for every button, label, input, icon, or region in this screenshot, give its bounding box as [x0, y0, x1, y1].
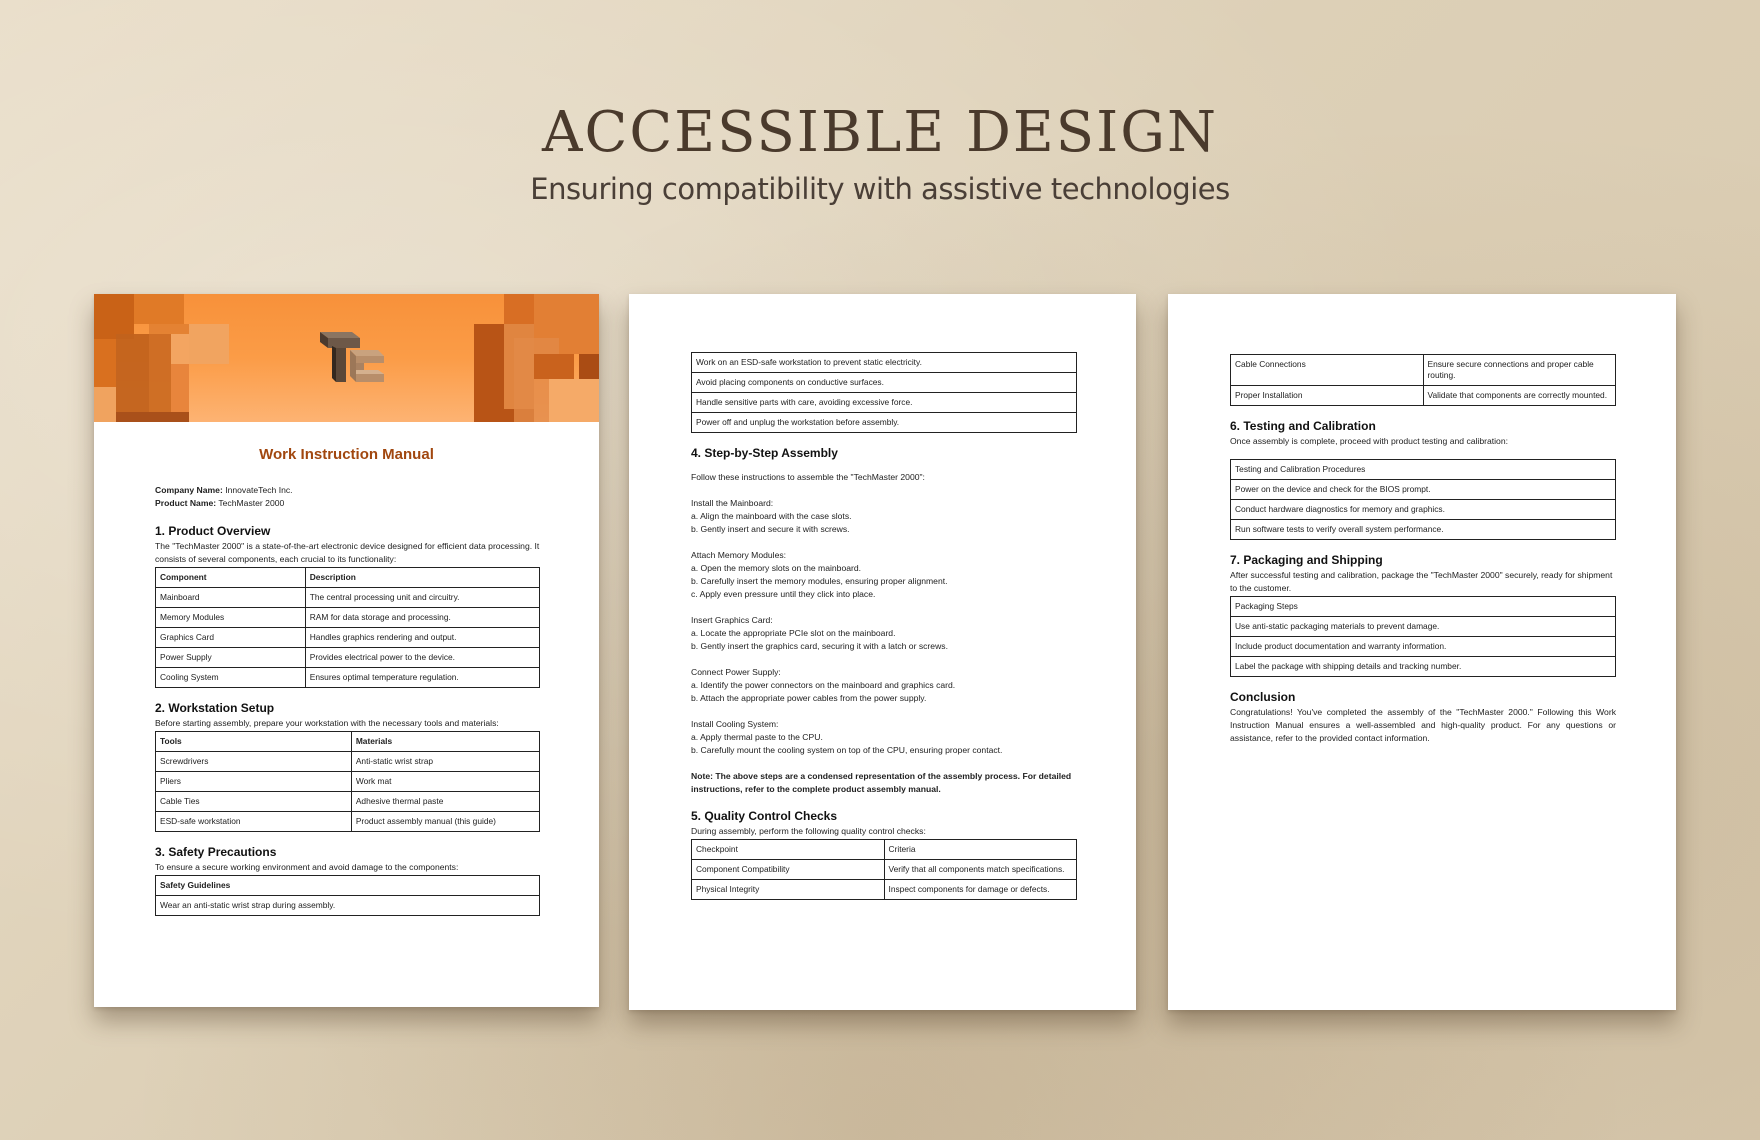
table-cell: Verify that all components match specifications. [884, 860, 1077, 880]
table-cell: Proper Installation [1231, 386, 1424, 406]
table-row [692, 353, 1077, 373]
section-intro: Before starting assembly, prepare your workstation with the necessary tools and materials: [155, 718, 499, 728]
step-line: b. Attach the appropriate power cables from the power supply. [691, 693, 927, 703]
table-row [692, 880, 1077, 900]
table-cell: Handles graphics rendering and output. [305, 628, 539, 648]
section-heading-safety-precautions: 3. Safety Precautions [155, 845, 277, 859]
section-intro: After successful testing and calibration, package the "TechMaster 2000" securely, ready for shipment to the customer. [1230, 570, 1613, 593]
document-page-2 [629, 294, 1136, 1010]
table-row [692, 413, 1077, 433]
table-cell: Use anti-static packaging materials to prevent damage. [1231, 617, 1616, 637]
table-cell: Graphics Card [156, 628, 306, 648]
table-cell: Power Supply [156, 648, 306, 668]
table-cell: Conduct hardware diagnostics for memory and graphics. [1231, 500, 1616, 520]
company-label: Company Name: [155, 485, 223, 495]
table-cell: Screwdrivers [156, 752, 352, 772]
step-line: b. Gently insert and secure it with screws. [691, 524, 850, 534]
table-row [1231, 597, 1616, 617]
table-header-cell: Component [156, 568, 306, 588]
table-cell: Label the package with shipping details and tracking number. [1231, 657, 1616, 677]
product-value: TechMaster 2000 [218, 498, 285, 508]
table-row [156, 588, 540, 608]
table-header-cell: Tools [156, 732, 352, 752]
safety-guidelines-table-continued [691, 352, 1077, 433]
table-cell: Cooling System [156, 668, 306, 688]
table-cell: Memory Modules [156, 608, 306, 628]
table-row [156, 608, 540, 628]
document-page-3 [1168, 294, 1676, 1010]
components-table [155, 567, 540, 688]
table-cell: Avoid placing components on conductive surfaces. [692, 373, 1077, 393]
step-line: b. Carefully mount the cooling system on top of the CPU, ensuring proper contact. [691, 745, 1003, 755]
quality-control-table [691, 839, 1077, 900]
table-row [1231, 500, 1616, 520]
table-row [1231, 460, 1616, 480]
table-header-row [156, 568, 540, 588]
table-cell: Include product documentation and warranty information. [1231, 637, 1616, 657]
header-banner [94, 294, 599, 422]
table-row [156, 628, 540, 648]
hero-title: ACCESSIBLE DESIGN [542, 100, 1218, 165]
step-intro: Follow these instructions to assemble the "TechMaster 2000": [691, 472, 925, 482]
table-header-row [156, 876, 540, 896]
table-header-cell: Description [305, 568, 539, 588]
document-title: Work Instruction Manual [259, 446, 434, 463]
table-cell: Ensures optimal temperature regulation. [305, 668, 539, 688]
section-heading-product-overview: 1. Product Overview [155, 524, 271, 538]
step-line: c. Apply even pressure until they click into place. [691, 589, 876, 599]
step-block [691, 614, 1077, 653]
document-page-1 [94, 294, 599, 1007]
table-cell: Mainboard [156, 588, 306, 608]
table-row [156, 772, 540, 792]
step-line: a. Apply thermal paste to the CPU. [691, 732, 823, 742]
quality-control-table-continued [1230, 354, 1616, 406]
table-cell: Inspect components for damage or defects. [884, 880, 1077, 900]
table-row [156, 752, 540, 772]
table-row [1231, 617, 1616, 637]
table-cell: Power off and unplug the workstation before assembly. [692, 413, 1077, 433]
table-header-row [156, 732, 540, 752]
table-cell: Anti-static wrist strap [351, 752, 539, 772]
table-row [156, 792, 540, 812]
company-value: InnovateTech Inc. [225, 485, 293, 495]
section-intro: The "TechMaster 2000" is a state-of-the-art electronic device designed for efficient data processing. It consists of several components, each crucial to its functionality: [155, 541, 540, 564]
section-heading-workstation-setup: 2. Workstation Setup [155, 701, 275, 715]
table-header-cell: Safety Guidelines [156, 876, 540, 896]
packaging-table [1230, 596, 1616, 677]
section-intro: During assembly, perform the following quality control checks: [691, 826, 926, 836]
step-line: a. Open the memory slots on the mainboard. [691, 563, 862, 573]
section-intro: To ensure a secure working environment and avoid damage to the components: [155, 862, 459, 872]
table-cell: Cable Connections [1231, 355, 1424, 386]
section-intro: Once assembly is complete, proceed with product testing and calibration: [1230, 436, 1509, 446]
step-line: a. Locate the appropriate PCIe slot on the mainboard. [691, 628, 896, 638]
table-cell: Adhesive thermal paste [351, 792, 539, 812]
table-row [1231, 480, 1616, 500]
table-cell: The central processing unit and circuitry. [305, 588, 539, 608]
table-row [156, 896, 540, 916]
section-heading-step-by-step: 4. Step-by-Step Assembly [691, 446, 838, 460]
table-row [1231, 657, 1616, 677]
section-heading-testing: 6. Testing and Calibration [1230, 419, 1376, 433]
safety-guidelines-table [155, 875, 540, 916]
table-row [1231, 637, 1616, 657]
table-cell: Work mat [351, 772, 539, 792]
table-row [1231, 386, 1616, 406]
step-block [691, 549, 1077, 601]
step-title: Insert Graphics Card: [691, 615, 773, 625]
step-block [691, 666, 1077, 705]
table-cell: Component Compatibility [692, 860, 885, 880]
table-cell: Handle sensitive parts with care, avoiding excessive force. [692, 393, 1077, 413]
table-header-cell: Materials [351, 732, 539, 752]
company-logo [312, 326, 386, 390]
table-cell: Physical Integrity [692, 880, 885, 900]
table-cell: Checkpoint [692, 840, 885, 860]
hero-subtitle: Ensuring compatibility with assistive technologies [530, 172, 1230, 206]
step-block [691, 718, 1077, 757]
table-row [1231, 520, 1616, 540]
table-cell: Pliers [156, 772, 352, 792]
assembly-steps [691, 471, 1077, 796]
step-title: Install the Mainboard: [691, 498, 774, 508]
section-heading-conclusion: Conclusion [1230, 690, 1296, 704]
table-cell: Work on an ESD-safe workstation to prevent static electricity. [692, 353, 1077, 373]
table-cell: Validate that components are correctly mounted. [1423, 386, 1616, 406]
product-name-line [155, 497, 540, 510]
page-2-content [691, 352, 1077, 900]
step-line: b. Gently insert the graphics card, securing it with a latch or screws. [691, 641, 948, 651]
step-title: Connect Power Supply: [691, 667, 781, 677]
table-row [156, 668, 540, 688]
product-label: Product Name: [155, 498, 217, 508]
table-cell: Wear an anti-static wrist strap during assembly. [156, 896, 540, 916]
step-line: a. Align the mainboard with the case slots. [691, 511, 852, 521]
conclusion-text: Congratulations! You've completed the assembly of the "TechMaster 2000." Following this Work Instruction Manual ensures a well-assembled and high-quality product. For any questions or assistance, refer to the provided contact information. [1230, 707, 1616, 743]
table-row [156, 812, 540, 832]
step-block [691, 497, 1077, 536]
table-row [692, 373, 1077, 393]
table-cell: Run software tests to verify overall system performance. [1231, 520, 1616, 540]
table-row [1231, 355, 1616, 386]
table-cell: RAM for data storage and processing. [305, 608, 539, 628]
table-cell: Ensure secure connections and proper cable routing. [1423, 355, 1616, 386]
step-line: b. Carefully insert the memory modules, ensuring proper alignment. [691, 576, 948, 586]
table-row [692, 860, 1077, 880]
page-1-content [155, 484, 540, 916]
table-cell: Criteria [884, 840, 1077, 860]
table-cell: ESD-safe workstation [156, 812, 352, 832]
table-cell: Packaging Steps [1231, 597, 1616, 617]
assembly-note: Note: The above steps are a condensed representation of the assembly process. For detailed instructions, refer to the complete product assembly manual. [691, 771, 1072, 794]
page-3-content [1230, 354, 1616, 746]
step-line: a. Identify the power connectors on the mainboard and graphics card. [691, 680, 956, 690]
table-cell: Testing and Calibration Procedures [1231, 460, 1616, 480]
step-title: Attach Memory Modules: [691, 550, 787, 560]
section-heading-packaging: 7. Packaging and Shipping [1230, 553, 1383, 567]
table-cell: Provides electrical power to the device. [305, 648, 539, 668]
company-name-line [155, 484, 540, 497]
table-cell: Power on the device and check for the BIOS prompt. [1231, 480, 1616, 500]
table-row [156, 648, 540, 668]
section-heading-quality-control: 5. Quality Control Checks [691, 809, 838, 823]
testing-table [1230, 459, 1616, 540]
tools-materials-table [155, 731, 540, 832]
table-row [692, 393, 1077, 413]
table-cell: Cable Ties [156, 792, 352, 812]
table-cell: Product assembly manual (this guide) [351, 812, 539, 832]
table-row [692, 840, 1077, 860]
step-title: Install Cooling System: [691, 719, 779, 729]
